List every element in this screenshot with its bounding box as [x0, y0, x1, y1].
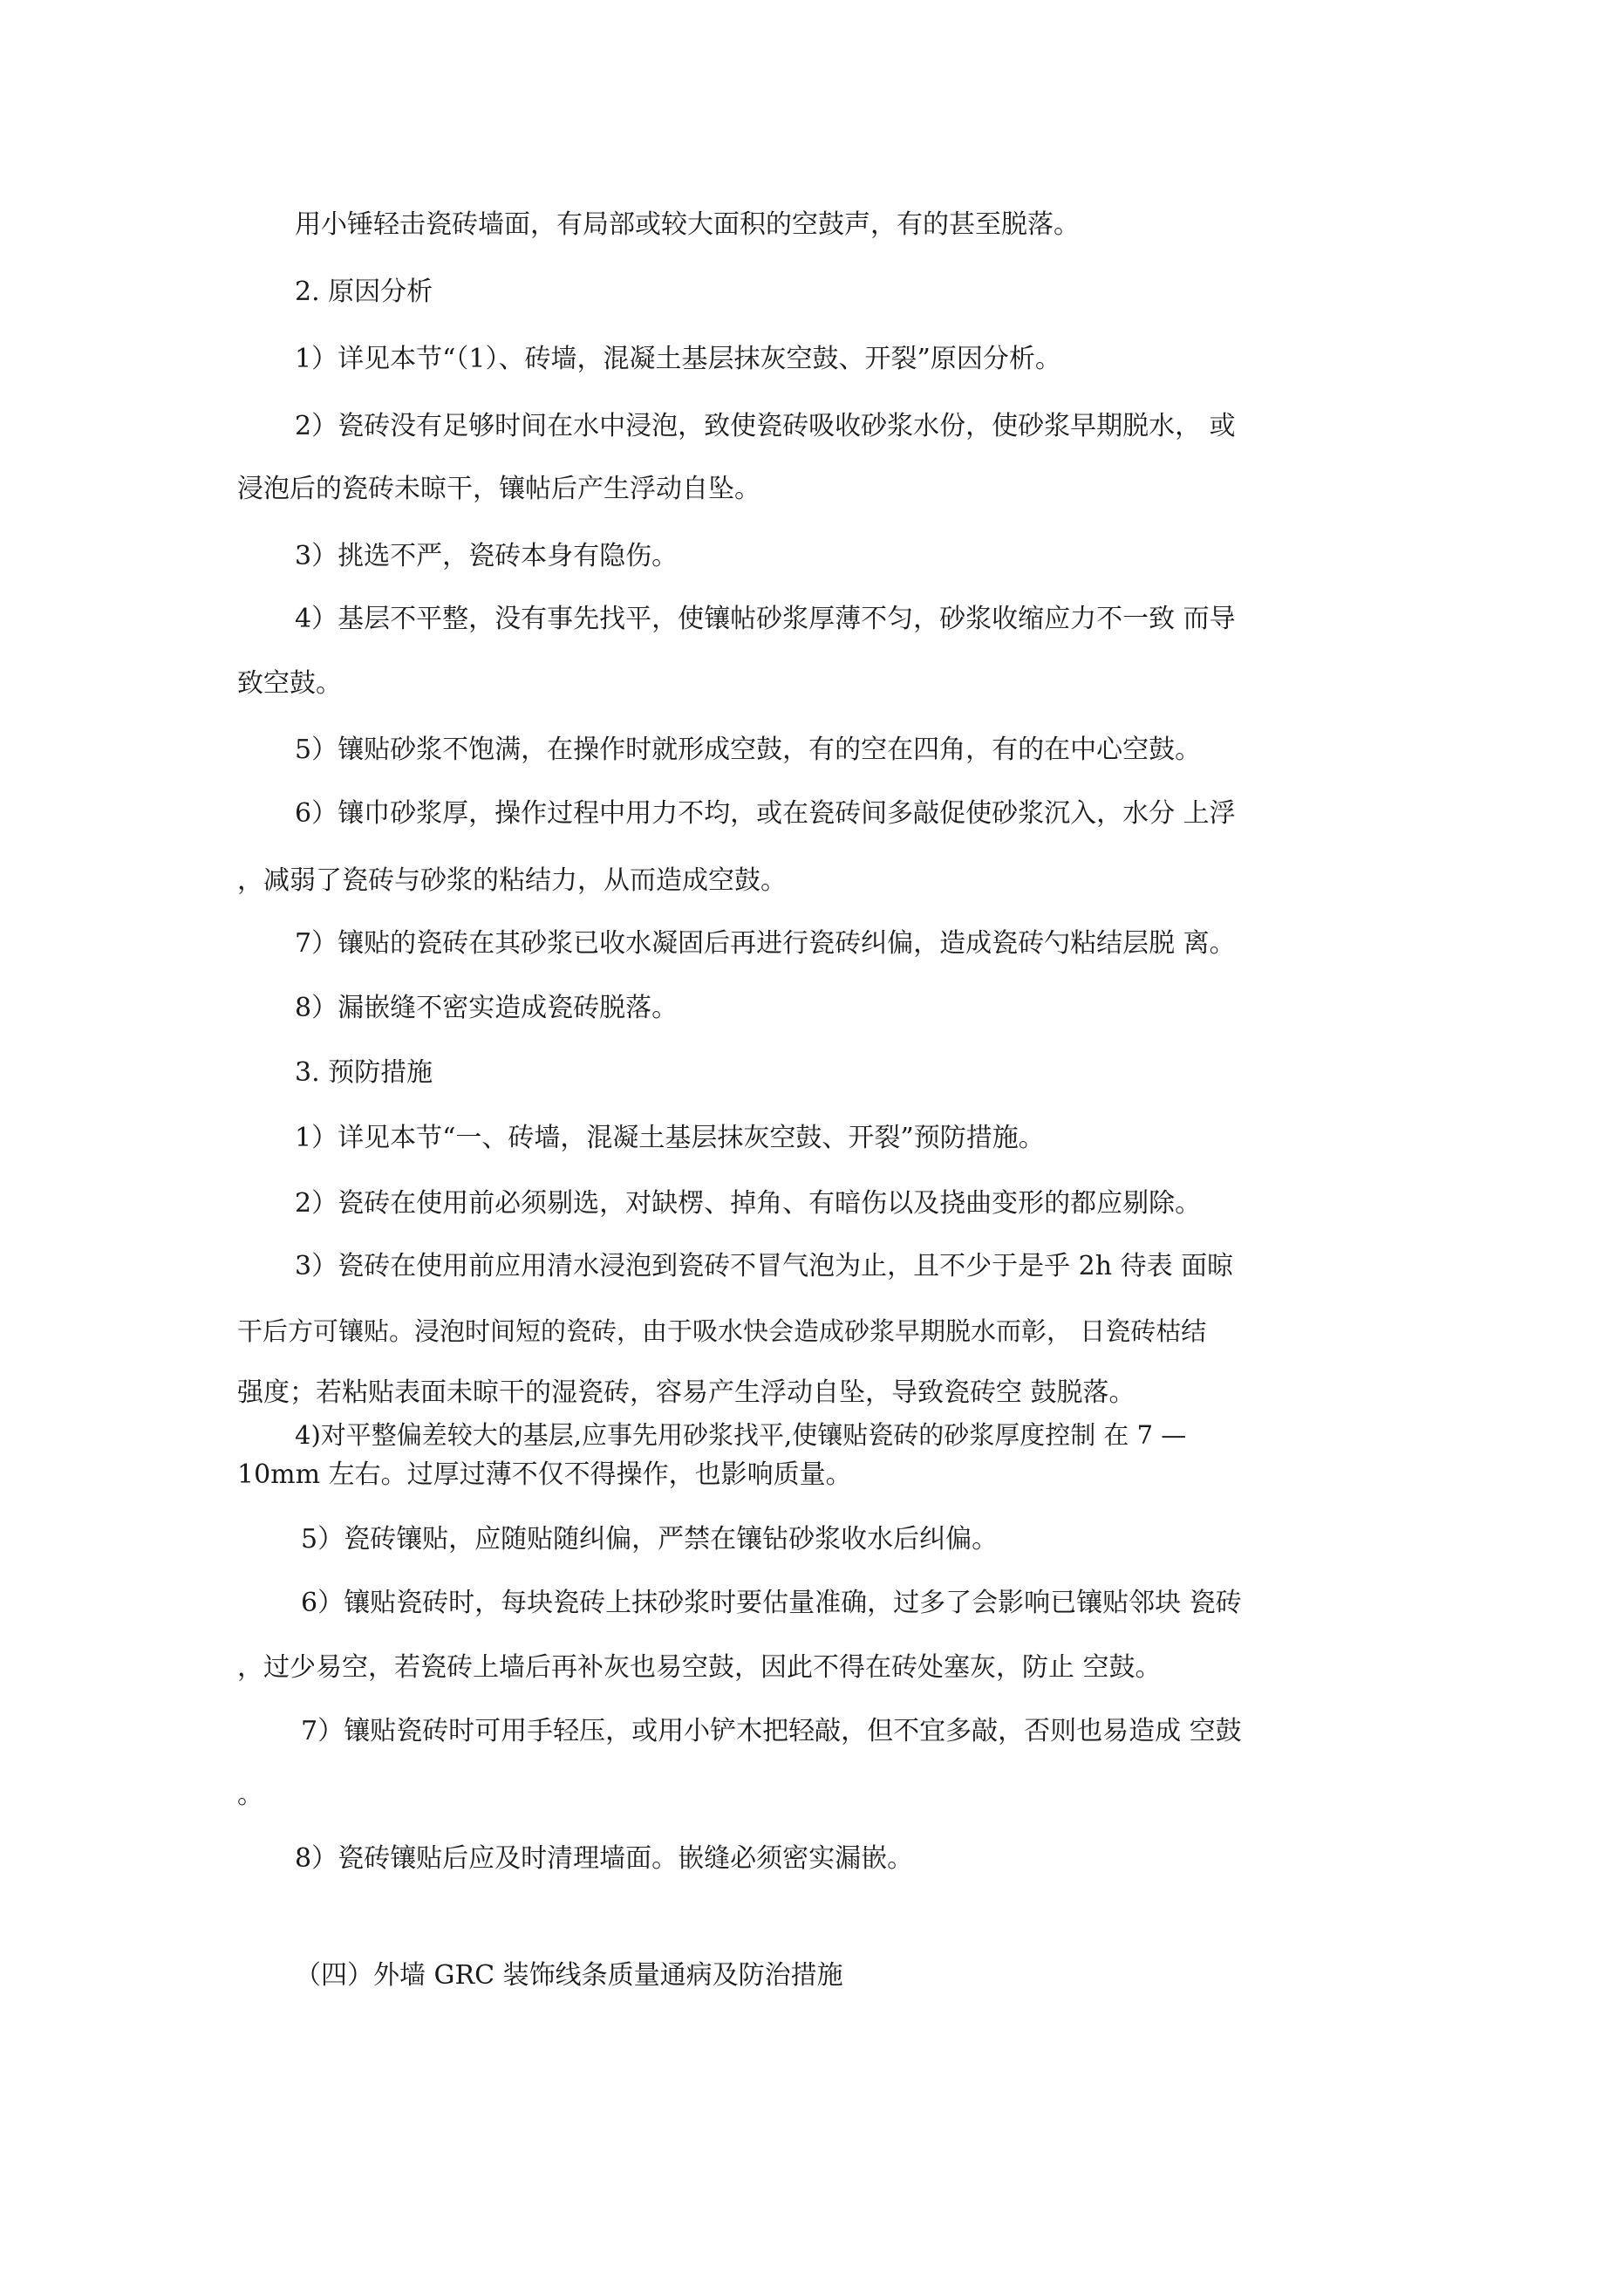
body-line: 。 — [237, 1780, 263, 1810]
body-line: 6）镶贴瓷砖时，每块瓷砖上抹砂浆时要估量准确，过多了会影响已镶贴邻块 瓷砖 — [301, 1588, 1242, 1618]
body-line: 致空鼓。 — [237, 668, 342, 699]
body-line: 2）瓷砖没有足够时间在水中浸泡，致使瓷砖吸收砂浆水份，使砂浆早期脱水， 或 — [295, 411, 1236, 441]
body-line: 8）瓷砖镶贴后应及时清理墙面。嵌缝必须密实漏嵌。 — [295, 1843, 914, 1874]
body-line: 浸泡后的瓷砖未晾干，镶帖后产生浮动自坠。 — [237, 474, 760, 504]
body-line: ，减弱了瓷砖与砂浆的粘结力，从而造成空鼓。 — [237, 865, 787, 896]
body-line: 7）镶贴瓷砖时可用手轻压，或用小铲木把轻敲，但不宜多敲，否则也易造成 空鼓 — [301, 1716, 1242, 1746]
body-line: 5）瓷砖镶贴，应随贴随纠偏，严禁在镶钻砂浆收水后纠偏。 — [301, 1524, 999, 1555]
body-line: 10mm 左右。过厚过薄不仅不得操作，也影响质量。 — [237, 1459, 852, 1490]
body-line: ，过少易空，若瓷砖上墙后再补灰也易空鼓，因此不得在砖处塞灰，防止 空鼓。 — [237, 1652, 1162, 1683]
body-line: 用小锤轻击瓷砖墙面，有局部或较大面积的空鼓声，有的甚至脱落。 — [295, 209, 1080, 240]
section-heading: 2. 原因分析 — [295, 277, 433, 307]
body-line: 5）镶贴砂浆不饱满，在操作时就形成空鼓，有的空在四角，有的在中心空鼓。 — [295, 735, 1202, 765]
body-line: 4）基层不平整，没有事先找平，使镶帖砂浆厚薄不匀，砂浆收缩应力不一致 而导 — [295, 604, 1236, 634]
body-line: 1）详见本节“（1）、砖墙，混凝土基层抹灰空鼓、开裂”原因分析。 — [295, 344, 1061, 374]
body-line: 3）瓷砖在使用前应用清水浸泡到瓷砖不冒气泡为止，且不少于是乎 2h 待表 面晾 — [295, 1251, 1234, 1281]
body-line: 3）挑选不严，瓷砖本身有隐伤。 — [295, 541, 679, 571]
chapter-heading: （四）外墙 GRC 装饰线条质量通病及防治措施 — [295, 1960, 843, 1991]
body-line: 1）详见本节“一、砖墙，混凝土基层抹灰空鼓、开裂”预防措施。 — [295, 1123, 1045, 1153]
body-line: 8）漏嵌缝不密实造成瓷砖脱落。 — [295, 993, 679, 1023]
body-line: 6）镶巾砂浆厚，操作过程中用力不均，或在瓷砖间多敲促使砂浆沉入，水分 上浮 — [295, 798, 1236, 829]
section-heading: 3. 预防措施 — [295, 1057, 433, 1088]
body-line: 7）镶贴的瓷砖在其砂浆已收水凝固后再进行瓷砖纠偏，造成瓷砖勺粘结层脱 离。 — [295, 928, 1236, 959]
body-line: 强度；若粘贴表面未晾干的湿瓷砖，容易产生浮动自坠，导致瓷砖空 鼓脱落。 — [237, 1377, 1135, 1408]
body-line: 干后方可镶贴。浸泡时间短的瓷砖，由于吸水快会造成砂浆早期脱水而彰， 日瓷砖枯结 — [237, 1316, 1207, 1346]
body-line: 4)对平整偏差较大的基层,应事先用砂浆找平,使镶贴瓷砖的砂浆厚度控制 在 7 — — [295, 1420, 1187, 1450]
body-line: 2）瓷砖在使用前必须剔选，对缺楞、掉角、有暗伤以及挠曲变形的都应剔除。 — [295, 1188, 1202, 1219]
